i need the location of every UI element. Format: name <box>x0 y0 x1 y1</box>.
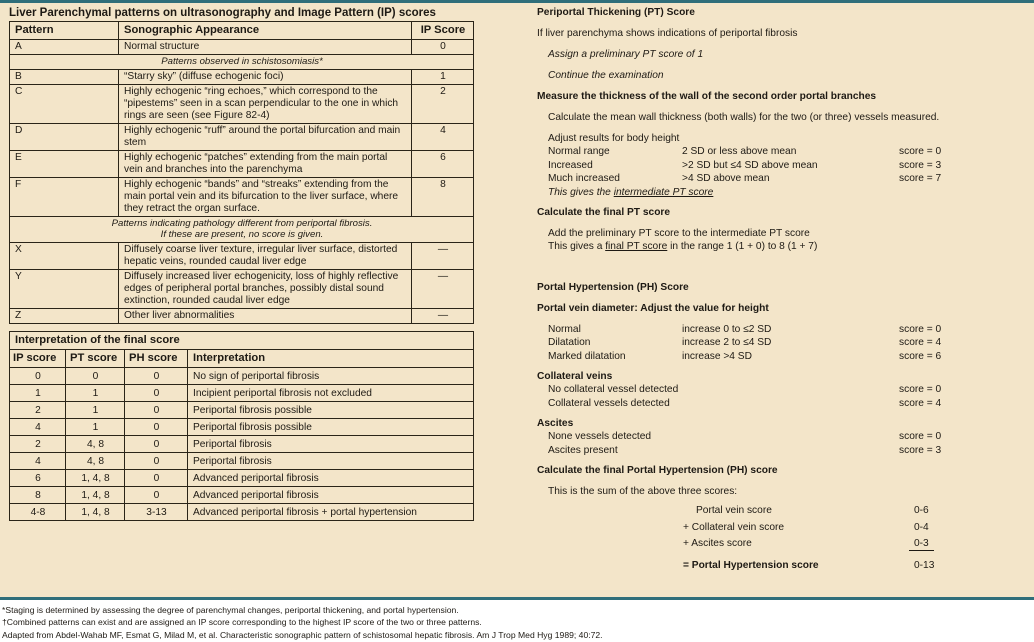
table-subheading-row <box>10 216 474 242</box>
appearance-cell: Highly echogenic “patches” extending from the main portal vein and branches into the parenchyma <box>119 150 412 177</box>
pt-score-cell: 4, 8 <box>66 452 125 469</box>
header-ip-score: IP Score <box>412 22 474 40</box>
pattern-cell: D <box>10 123 119 150</box>
ph-diameter-row <box>548 350 1009 364</box>
pt-grades <box>548 145 1009 186</box>
subheading-line-2: If these are present, no score is given. <box>160 229 324 240</box>
score-cell: — <box>412 269 474 308</box>
pt-grade-row <box>548 159 1009 173</box>
pt-final-text-2 <box>537 240 1027 253</box>
ip-score-cell: 8 <box>10 486 66 503</box>
ph-final-intro: This is the sum of the above three scores: <box>548 486 738 497</box>
pattern-cell: A <box>10 40 119 55</box>
ph-diameter-heading: Portal vein diameter: Adjust the value for height <box>537 302 769 314</box>
pt-measure-text: Calculate the mean wall thickness (both walls) for the two (or three) vessels measured. <box>548 112 940 123</box>
interpretation-cell: Periportal fibrosis possible <box>188 401 474 418</box>
appearance-cell: Diffusely increased liver echogenicity, loss of highly reflective edges of peripheral portal branches, possibly distal sound extinction, rounded caudal liver edge <box>119 269 412 308</box>
table-row <box>10 308 474 323</box>
grade-label: Increased <box>548 159 593 171</box>
appearance-cell: Normal structure <box>119 40 412 55</box>
ph-diameter-row <box>548 323 1009 337</box>
table-row <box>10 452 474 469</box>
pt-final-text-1: Add the preliminary PT score to the intermediate PT score <box>548 227 810 239</box>
ph-sum-row <box>683 520 974 537</box>
table-row <box>10 384 474 401</box>
interpretation-title-row <box>10 331 474 349</box>
pattern-cell: E <box>10 150 119 177</box>
ph-collateral-row <box>548 397 1009 411</box>
grade-label: Collateral vessels detected <box>548 397 670 409</box>
grade-label: None vessels detected <box>548 431 652 442</box>
pt-score-cell: 1, 4, 8 <box>66 486 125 503</box>
ph-score-cell: 3-13 <box>125 503 188 520</box>
grade-label: Ascites present <box>548 444 618 456</box>
patterns-table <box>9 21 474 324</box>
ph-score-cell: 0 <box>125 486 188 503</box>
ph-score-cell: 0 <box>125 435 188 452</box>
ph-score-cell: 0 <box>125 452 188 469</box>
score-cell: 6 <box>412 150 474 177</box>
pattern-cell: B <box>10 69 119 84</box>
patterns-table-title: Liver Parenchymal patterns on ultrasonography and Image Pattern (IP) scores <box>9 7 436 19</box>
table-row <box>10 503 474 520</box>
table-row <box>10 69 474 84</box>
appearance-cell: Other liver abnormalities <box>119 308 412 323</box>
pattern-cell: X <box>10 242 119 269</box>
header-pt-score: PT score <box>66 349 125 367</box>
grade-score: score = 0 <box>899 323 942 335</box>
sum-range: 0-6 <box>914 505 929 516</box>
interpretation-table <box>9 331 474 521</box>
footnote-source: Adapted from Abdel-Wahab MF, Esmat G, Milad M, et al. Characteristic sonographic pattern of schistosomal hepatic fibrosis. Am J Trop Med Hyg 1989; 40:72. <box>2 629 603 640</box>
grade-label: Normal <box>548 323 581 335</box>
scoring-procedure <box>537 6 1027 574</box>
header-pattern: Pattern <box>10 22 119 40</box>
total-range: 0-13 <box>914 559 935 571</box>
subheading-schistosomiasis: Patterns observed in schistosomiasis* <box>10 55 474 70</box>
interpretation-header-row <box>10 349 474 367</box>
grade-label: Dilatation <box>548 337 591 348</box>
ip-score-cell: 2 <box>10 401 66 418</box>
interpretation-cell: Periportal fibrosis <box>188 435 474 452</box>
ip-score-cell: 1 <box>10 384 66 401</box>
grade-score: score = 7 <box>899 173 942 184</box>
ph-score-cell: 0 <box>125 469 188 486</box>
interpretation-cell: No sign of periportal fibrosis <box>188 367 474 384</box>
pt-measure-heading: Measure the thickness of the wall of the second order portal branches <box>537 91 877 102</box>
pt-score-cell: 1 <box>66 401 125 418</box>
table-row <box>10 469 474 486</box>
score-cell: 2 <box>412 84 474 123</box>
ph-collateral-heading: Collateral veins <box>537 371 613 382</box>
score-cell: 1 <box>412 69 474 84</box>
ph-ascites-heading: Ascites <box>537 418 574 429</box>
ph-ascites-grades <box>548 430 1009 457</box>
table-row <box>10 401 474 418</box>
pt-intro: If liver parenchyma shows indications of periportal fibrosis <box>537 28 798 39</box>
pt-score-cell: 1, 4, 8 <box>66 503 125 520</box>
grade-score: score = 0 <box>899 431 942 442</box>
ph-ascites-row <box>548 444 1009 458</box>
ph-score-cell: 0 <box>125 367 188 384</box>
appearance-cell: Highly echogenic “ruff” around the portal bifurcation and main stem <box>119 123 412 150</box>
pattern-cell: F <box>10 177 119 216</box>
header-interpretation: Interpretation <box>188 349 474 367</box>
grade-criterion: increase >4 SD <box>682 350 752 362</box>
table-row <box>10 435 474 452</box>
ip-score-cell: 4 <box>10 418 66 435</box>
table-row <box>10 269 474 308</box>
grade-criterion: 2 SD or less above mean <box>682 146 797 157</box>
pt-score-cell: 1 <box>66 418 125 435</box>
table-row <box>10 177 474 216</box>
pt-score-cell: 4, 8 <box>66 435 125 452</box>
pt-final-heading: Calculate the final PT score <box>537 206 671 218</box>
grade-criterion: >2 SD but ≤4 SD above mean <box>682 159 818 171</box>
table-subheading-row <box>10 55 474 70</box>
grade-criterion: increase 2 to ≤4 SD <box>682 337 772 348</box>
table-row <box>10 486 474 503</box>
sum-range: 0-3 <box>909 538 934 551</box>
final-text-suffix: in the range 1 (1 + 0) to 8 (1 + 7) <box>667 240 818 252</box>
footnote-staging: *Staging is determined by assessing the degree of parenchymal changes, periportal thickening, and portal hypertension. <box>2 605 459 615</box>
subheading-other-pathology <box>10 216 474 242</box>
score-cell: — <box>412 308 474 323</box>
interpretation-table-title: Interpretation of the final score <box>10 331 474 349</box>
appearance-cell: Highly echogenic “bands” and “streaks” extending from the main portal vein and its bifurcation to the liver surface, where they retract the organ surface. <box>119 177 412 216</box>
grade-score: score = 0 <box>899 384 942 395</box>
interpretation-cell: Periportal fibrosis possible <box>188 418 474 435</box>
gives-prefix: This gives the <box>548 186 614 198</box>
pt-step-2: Continue the examination <box>548 70 664 81</box>
table-row <box>10 242 474 269</box>
table-row <box>10 123 474 150</box>
table-row <box>10 418 474 435</box>
pt-score-cell: 1 <box>66 384 125 401</box>
ip-score-cell: 6 <box>10 469 66 486</box>
header-ip-score: IP score <box>10 349 66 367</box>
interpretation-cell: Advanced periportal fibrosis + portal hypertension <box>188 503 474 520</box>
header-ph-score: PH score <box>125 349 188 367</box>
score-cell: — <box>412 242 474 269</box>
grade-score: score = 3 <box>899 159 942 171</box>
grade-score: score = 4 <box>899 397 942 409</box>
ph-section-title: Portal Hypertension (PH) Score <box>537 281 689 293</box>
footnote-combined-patterns: †Combined patterns can exist and are assigned an IP score corresponding to the highest IP score of the two or three patterns. <box>2 617 482 628</box>
final-text-prefix: This gives a <box>548 240 606 252</box>
pt-step-1: Assign a preliminary PT score of 1 <box>548 49 704 60</box>
sum-label: + Ascites score <box>683 538 752 549</box>
ph-score-cell: 0 <box>125 418 188 435</box>
grade-label: Normal range <box>548 146 610 157</box>
footnotes <box>2 604 603 641</box>
score-cell: 4 <box>412 123 474 150</box>
appearance-cell: Diffusely coarse liver texture, irregular liver surface, distorted hepatic veins, rounded caudal liver edge <box>119 242 412 269</box>
patterns-header-row <box>10 22 474 40</box>
grade-criterion: increase 0 to ≤2 SD <box>682 323 772 335</box>
score-cell: 8 <box>412 177 474 216</box>
intermediate-pt-score-term: intermediate PT score <box>613 186 714 198</box>
ph-sum-row <box>683 503 974 520</box>
pt-score-cell: 0 <box>66 367 125 384</box>
left-column <box>9 6 473 521</box>
ip-score-cell: 0 <box>10 367 66 384</box>
pt-grade-row <box>548 172 1009 186</box>
grade-score: score = 3 <box>899 444 942 456</box>
appearance-cell: Highly echogenic “ring echoes,” which correspond to the “pipestems” seen in a scan perpendicular to the one in which rings are seen (see Figure 82-4) <box>119 84 412 123</box>
ph-collateral-grades <box>548 383 1009 410</box>
ph-final-heading: Calculate the final Portal Hypertension (PH) score <box>537 465 778 476</box>
table-row <box>10 150 474 177</box>
grade-criterion: >4 SD above mean <box>682 173 770 184</box>
pattern-cell: C <box>10 84 119 123</box>
ph-collateral-row <box>548 383 1009 397</box>
ph-diameter-grades <box>548 323 1009 364</box>
sum-label: + Collateral vein score <box>683 521 785 533</box>
ph-total-row <box>683 553 974 575</box>
interpretation-cell: Advanced periportal fibrosis <box>188 469 474 486</box>
grade-score: score = 6 <box>899 350 942 362</box>
grade-label: Much increased <box>548 173 620 184</box>
table-row <box>10 40 474 55</box>
pt-section-title: Periportal Thickening (PT) Score <box>537 7 695 18</box>
pt-score-cell: 1, 4, 8 <box>66 469 125 486</box>
grade-label: No collateral vessel detected <box>548 384 679 395</box>
table-row <box>10 84 474 123</box>
grade-label: Marked dilatation <box>548 350 626 362</box>
table-row <box>10 367 474 384</box>
interpretation-cell: Periportal fibrosis <box>188 452 474 469</box>
ip-score-cell: 2 <box>10 435 66 452</box>
pt-grade-row <box>548 145 1009 159</box>
ip-score-cell: 4 <box>10 452 66 469</box>
ip-score-cell: 4-8 <box>10 503 66 520</box>
subheading-line-1: Patterns indicating pathology different from periportal fibrosis. <box>111 217 373 229</box>
grade-score: score = 0 <box>899 146 942 157</box>
pt-gives-intermediate <box>537 186 1027 199</box>
sum-label: Portal vein score <box>696 505 772 516</box>
ph-ascites-row <box>548 430 1009 444</box>
pattern-cell: Y <box>10 269 119 308</box>
final-pt-score-term: final PT score <box>605 240 668 252</box>
score-cell: 0 <box>412 40 474 55</box>
header-appearance: Sonographic Appearance <box>119 22 412 40</box>
grade-score: score = 4 <box>899 337 942 348</box>
pt-adjust-text: Adjust results for body height <box>548 133 680 144</box>
pattern-cell: Z <box>10 308 119 323</box>
interpretation-cell: Advanced periportal fibrosis <box>188 486 474 503</box>
ph-diameter-row <box>548 336 1009 350</box>
ph-score-cell: 0 <box>125 401 188 418</box>
total-label: = Portal Hypertension score <box>683 559 819 571</box>
interpretation-cell: Incipient periportal fibrosis not excluded <box>188 384 474 401</box>
appearance-cell: “Starry sky” (diffuse echogenic foci) <box>119 69 412 84</box>
sum-range: 0-4 <box>914 521 929 533</box>
ph-score-cell: 0 <box>125 384 188 401</box>
ph-sum-table <box>683 503 974 574</box>
ph-sum-row <box>683 536 974 553</box>
